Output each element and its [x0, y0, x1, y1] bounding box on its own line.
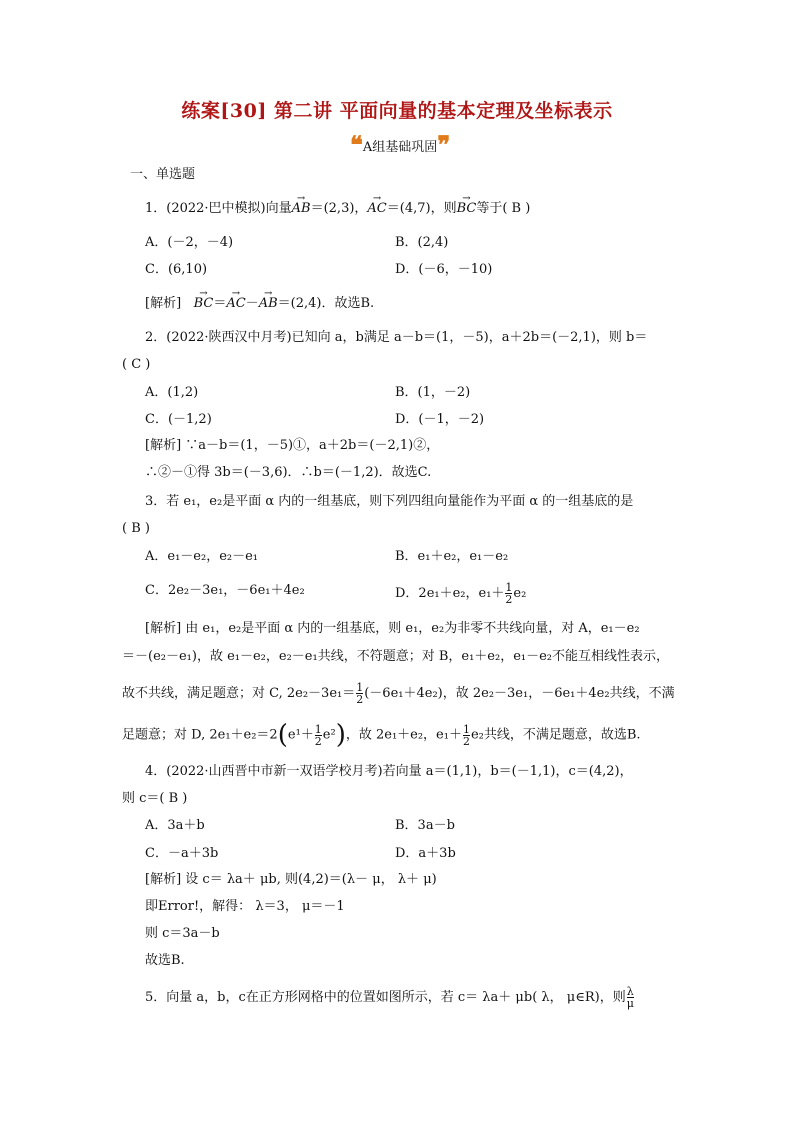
option-d: D．2e₁＋e₂，e₁＋ $\frac{1}{2}$ e₂	[395, 581, 527, 606]
option-d: D．(－6，－10)	[395, 262, 493, 277]
option-b: B．(1，－2)	[395, 385, 471, 400]
option-c: C．2e₂－3e₁，－6e₁＋4e₂	[145, 583, 305, 598]
option-c: C．(6,10)	[145, 262, 208, 277]
fraction: $\frac{1}{2}$	[462, 722, 470, 748]
open-quote-icon: ❝	[350, 130, 363, 159]
fraction: $\frac{1}{2}$	[505, 581, 513, 606]
group-badge	[350, 130, 451, 159]
fraction: $\frac{1}{2}$	[356, 681, 364, 706]
option-a: A．3a＋b	[145, 818, 205, 833]
fraction: $\frac{\lambda}{\mu}$	[626, 985, 634, 1010]
option-c: C．－a＋3b	[145, 846, 219, 861]
fraction: $\frac{1}{2}$	[314, 722, 322, 748]
option-a: A．(－2，－4)	[145, 235, 234, 250]
group-badge-label: A组基础巩固	[362, 139, 438, 155]
option-d: D．(－1，－2)	[395, 412, 485, 427]
option-c: C．(－1,2)	[145, 412, 212, 427]
document-page: 练案[30] 第二讲 平面向量的基本定理及坐标表示 ❝ A组基础巩固 ❞ 一、单选题 1．(2022·巴中模拟)向量→ AB＝(2,3)，→ AC＝(4,7)，则→ BC等于( B ) A．(－2，－4) B．(2,4) C．(6,10) D．(－6，－10) [解析] → BC＝→ AC－→ AB＝(2,4)．故选B. 2．(2022·陕西汉中月考)已知向 a，b满足 a－b＝(1，－5)，a＋2b＝(－2,1)，则 b＝ ( C ) A．(1,2) B．(1，－2) C．(－1,2) D．(－1，－2) [解析] ∵a－b＝(1，－5)①，a＋2b＝(－2,1)②， ∴②－①得 3b＝(－3,6)．∴b＝(－1,2)．故选C. 3．若 e₁，e₂是平面 α 内的一组基底，则下列四组向量能作为平面 α 的一组基底的是 ( B ) A．e₁－e₂，e₂－e₁ B．e₁＋e₂，e₁－e₂ C．2e₂－3e₁，－6e₁＋4e₂ D．2e₁＋e₂，e₁＋ $\frac{1}{2}$ e₂ [解析] 由 e₁，e₂是平面 α 内的一组基底，则 e₁，e₂为非零不共线向量，对 A，e₁－e₂ ＝－(e₂－e₁)，故 e₁－e₂，e₂－e₁共线，不符题意；对 B，e₁＋e₂，e₁－e₂不能互相线性表示， 故不共线，满足题意；对 C, 2e₂－3e₁＝ $\frac{1}{2}$ (－6e₁＋4e₂)，故 2e₂－3e₁，－6e₁＋4e₂共线，不满 足题意；对 D, 2e₁＋e₂＝2(e¹＋ $\frac{1}{2}$ e²)，故 2e₁＋e₂，e₁＋ $\frac{1}{2}$ e₂共线，不满足题意，故选B. 4．(2022·山西晋中市新一双语学校月考)若向量 a＝(1,1)，b＝(－1,1)，c＝(4,2)， 则 c＝( B ) A．3a＋b B．3a－b C．－a＋3b D．a＋3b [解析] 设 c＝ λa＋ μb, 则(4,2)＝(λ－ μ， λ＋ μ) 即Error!，解得： λ＝3， μ＝－1 则 c＝3a－b 故选B. 5．向量 a，b，c在正方形网格中的位置如图所示，若 c＝ λa＋ μb( λ， μ∈R)，则 $\frac{\lambda}{\mu}$	[0, 0, 794, 1123]
option-b: B．e₁＋e₂，e₁－e₂	[395, 549, 509, 564]
close-quote-icon: ❞	[437, 130, 451, 159]
page-title: 练案[30] 第二讲 平面向量的基本定理及坐标表示	[181, 100, 613, 122]
option-d: D．a＋3b	[395, 846, 456, 861]
option-a: A．(1,2)	[145, 385, 199, 400]
option-b: B．(2,4)	[395, 235, 449, 250]
option-a: A．e₁－e₂，e₂－e₁	[145, 549, 259, 564]
option-b: B．3a－b	[395, 818, 455, 833]
